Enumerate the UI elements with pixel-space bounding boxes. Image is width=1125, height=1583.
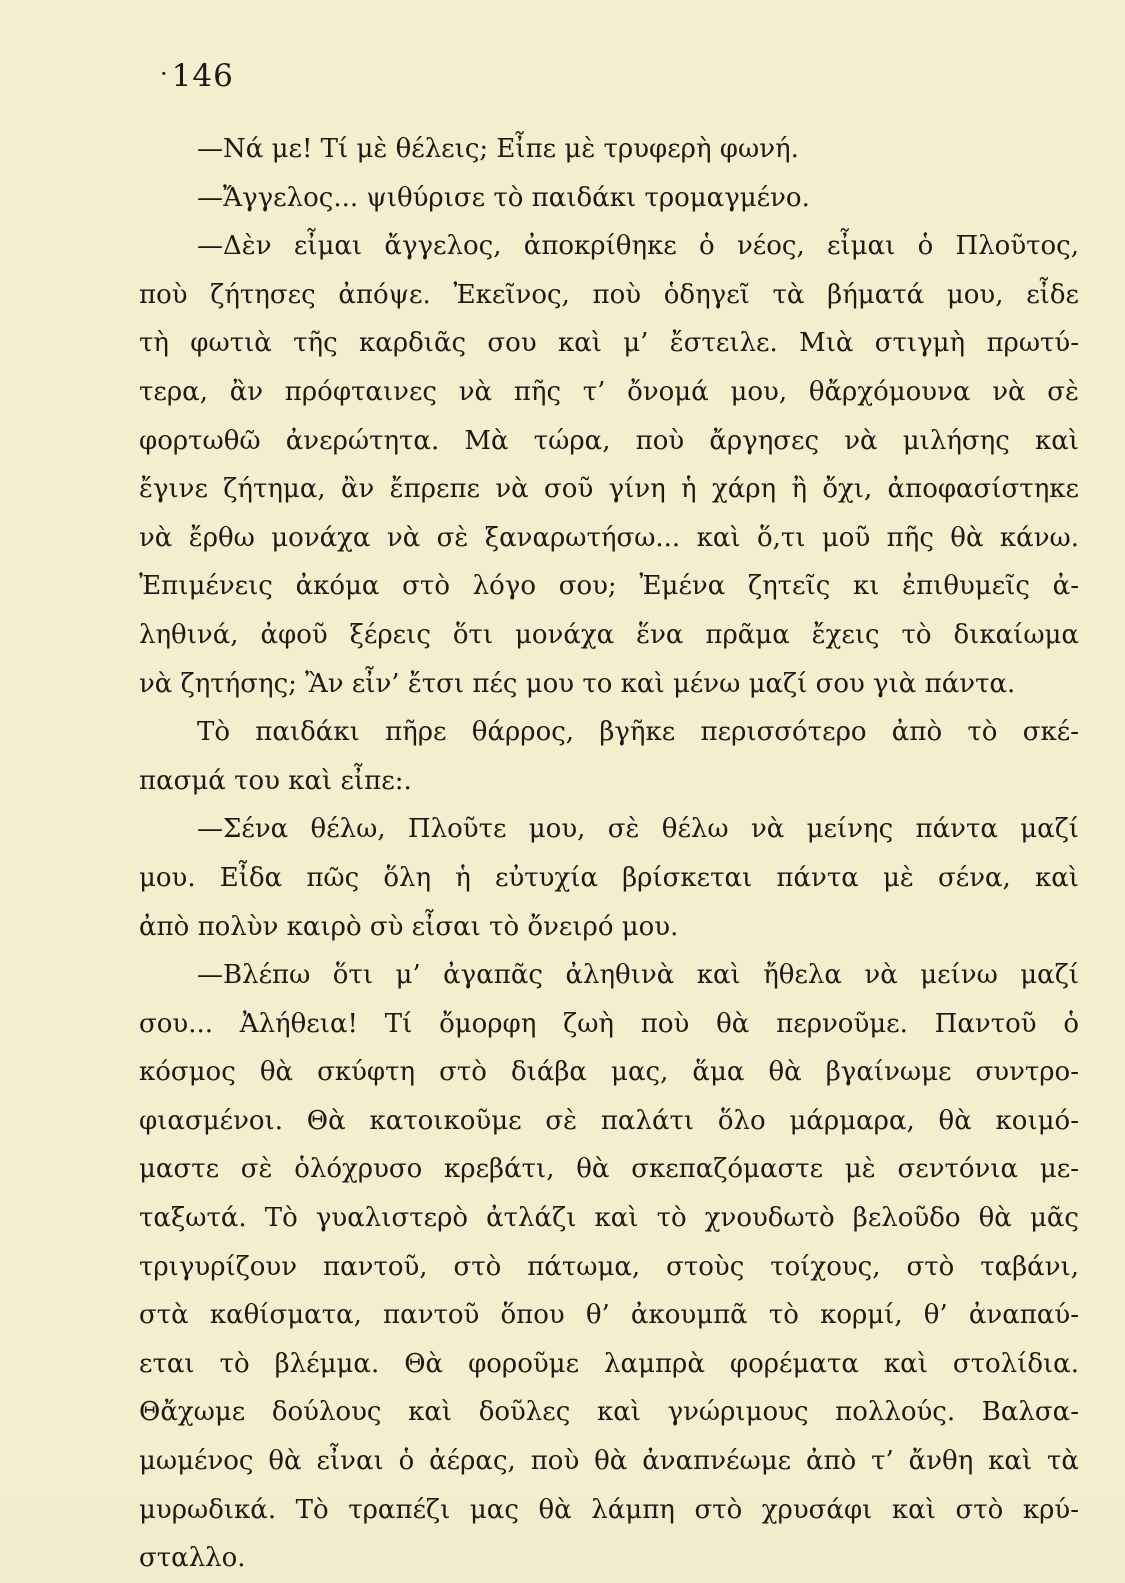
page-number-value: 146 bbox=[171, 58, 234, 94]
text-line: —Ἄγγελος... ψιθύρισε τὸ παιδάκι τρομαγμένο. bbox=[197, 182, 810, 213]
text-line: Θἄχωμε δούλους καὶ δοῦλες καὶ γνώριμους πολλούς. Βαλσα- bbox=[139, 1397, 1079, 1428]
page-number bbox=[160, 58, 234, 94]
text-line: Τὸ παιδάκι πῆρε θάρρος, βγῆκε περισσότερο ἀπὸ τὸ σκέ- bbox=[197, 717, 1079, 748]
text-line: —Βλέπω ὅτι μ’ ἀγαπᾶς ἀληθινὰ καὶ ἤθελα νὰ μείνω μαζί bbox=[197, 960, 1079, 991]
text-line: τριγυρίζουν παντοῦ, στὸ πάτωμα, στοὺς τοίχους, στὸ ταβάνι, bbox=[139, 1251, 1079, 1282]
text-line: ἀπὸ πολὺν καιρὸ σὺ εἶσαι τὸ ὄνειρό μου. bbox=[139, 911, 679, 942]
text-line: ταξωτά. Τὸ γυαλιστερὸ ἀτλάζι καὶ τὸ χνουδωτὸ βελοῦδο θὰ μᾶς bbox=[139, 1203, 1079, 1234]
text-line: Ἐπιμένεις ἀκόμα στὸ λόγο σου; Ἐμένα ζητεῖς κι ἐπιθυμεῖς ἀ- bbox=[139, 571, 1079, 602]
text-line: νὰ ζητήσης; Ἂν εἶν’ ἔτσι πές μου το καὶ μένω μαζί σου γιὰ πάντα. bbox=[139, 668, 1016, 699]
text-line: ἔγινε ζήτημα, ἂν ἔπρεπε νὰ σοῦ γίνη ἡ χάρη ἢ ὄχι, ἀποφασίστηκε bbox=[139, 474, 1079, 505]
text-line: —Νά με! Τί μὲ θέλεις; Εἶπε μὲ τρυφερὴ φωνή. bbox=[197, 134, 799, 164]
text-line: μαστε σὲ ὁλόχρυσο κρεβάτι, θὰ σκεπαζόμαστε μὲ σεντόνια με- bbox=[139, 1154, 1079, 1185]
text-line: σταλλο. bbox=[139, 1543, 246, 1574]
text-line: φιασμένοι. Θὰ κατοικοῦμε σὲ παλάτι ὅλο μάρμαρα, θὰ κοιμό- bbox=[139, 1105, 1079, 1136]
text-line: —Σένα θέλω, Πλοῦτε μου, σὲ θέλω νὰ μείνης πάντα μαζί bbox=[197, 814, 1079, 845]
text-line: μωμένος θὰ εἶναι ὁ ἀέρας, ποὺ θὰ ἀναπνέωμε ἀπὸ τ’ ἄνθη καὶ τὰ bbox=[139, 1446, 1079, 1477]
text-line: τὴ φωτιὰ τῆς καρδιᾶς σου καὶ μ’ ἔστειλε. Μιὰ στιγμὴ πρωτύ- bbox=[139, 328, 1079, 359]
text-line: ποὺ ζήτησες ἀπόψε. Ἐκεῖνος, ποὺ ὁδηγεῖ τὰ βήματά μου, εἶδε bbox=[139, 279, 1079, 310]
text-line: πασμά του καὶ εἶπε:. bbox=[139, 765, 412, 796]
text-line: νὰ ἔρθω μονάχα νὰ σὲ ξαναρωτήσω... καὶ ὅ,τι μοῦ πῆς θὰ κάνω. bbox=[139, 522, 1079, 553]
text-line: σου... Ἀλήθεια! Τί ὄμορφη ζωὴ ποὺ θὰ περνοῦμε. Παντοῦ ὁ bbox=[139, 1008, 1079, 1039]
text-line: —Δὲν εἶμαι ἄγγελος, ἀποκρίθηκε ὁ νέος, εἶμαι ὁ Πλοῦτος, bbox=[197, 231, 1079, 262]
text-line: μυρωδικά. Τὸ τραπέζι μας θὰ λάμπη στὸ χρυσάφι καὶ στὸ κρύ- bbox=[139, 1494, 1079, 1525]
text-line: φορτωθῶ ἀνερώτητα. Μὰ τώρα, ποὺ ἄργησες νὰ μιλήσης καὶ bbox=[139, 425, 1079, 456]
body-text bbox=[139, 125, 1079, 1583]
text-line: κόσμος θὰ σκύφτη στὸ διάβα μας, ἅμα θὰ βγαίνωμε συντρο- bbox=[139, 1057, 1079, 1088]
page-number-dot: · bbox=[160, 60, 169, 88]
text-line: τερα, ἂν πρόφταινες νὰ πῆς τ’ ὄνομά μου, θἄρχόμουνα νὰ σὲ bbox=[139, 376, 1079, 407]
text-line: στὰ καθίσματα, παντοῦ ὅπου θ’ ἀκουμπᾶ τὸ κορμί, θ’ ἀναπαύ- bbox=[139, 1300, 1079, 1331]
text-line: μου. Εἶδα πῶς ὅλη ἡ εὐτυχία βρίσκεται πάντα μὲ σένα, καὶ bbox=[139, 862, 1079, 893]
text-line: ληθινά, ἀφοῦ ξέρεις ὅτι μονάχα ἕνα πρᾶμα ἔχεις τὸ δικαίωμα bbox=[139, 619, 1079, 650]
text-line: εται τὸ βλέμμα. Θὰ φοροῦμε λαμπρὰ φορέματα καὶ στολίδια. bbox=[139, 1348, 1079, 1379]
